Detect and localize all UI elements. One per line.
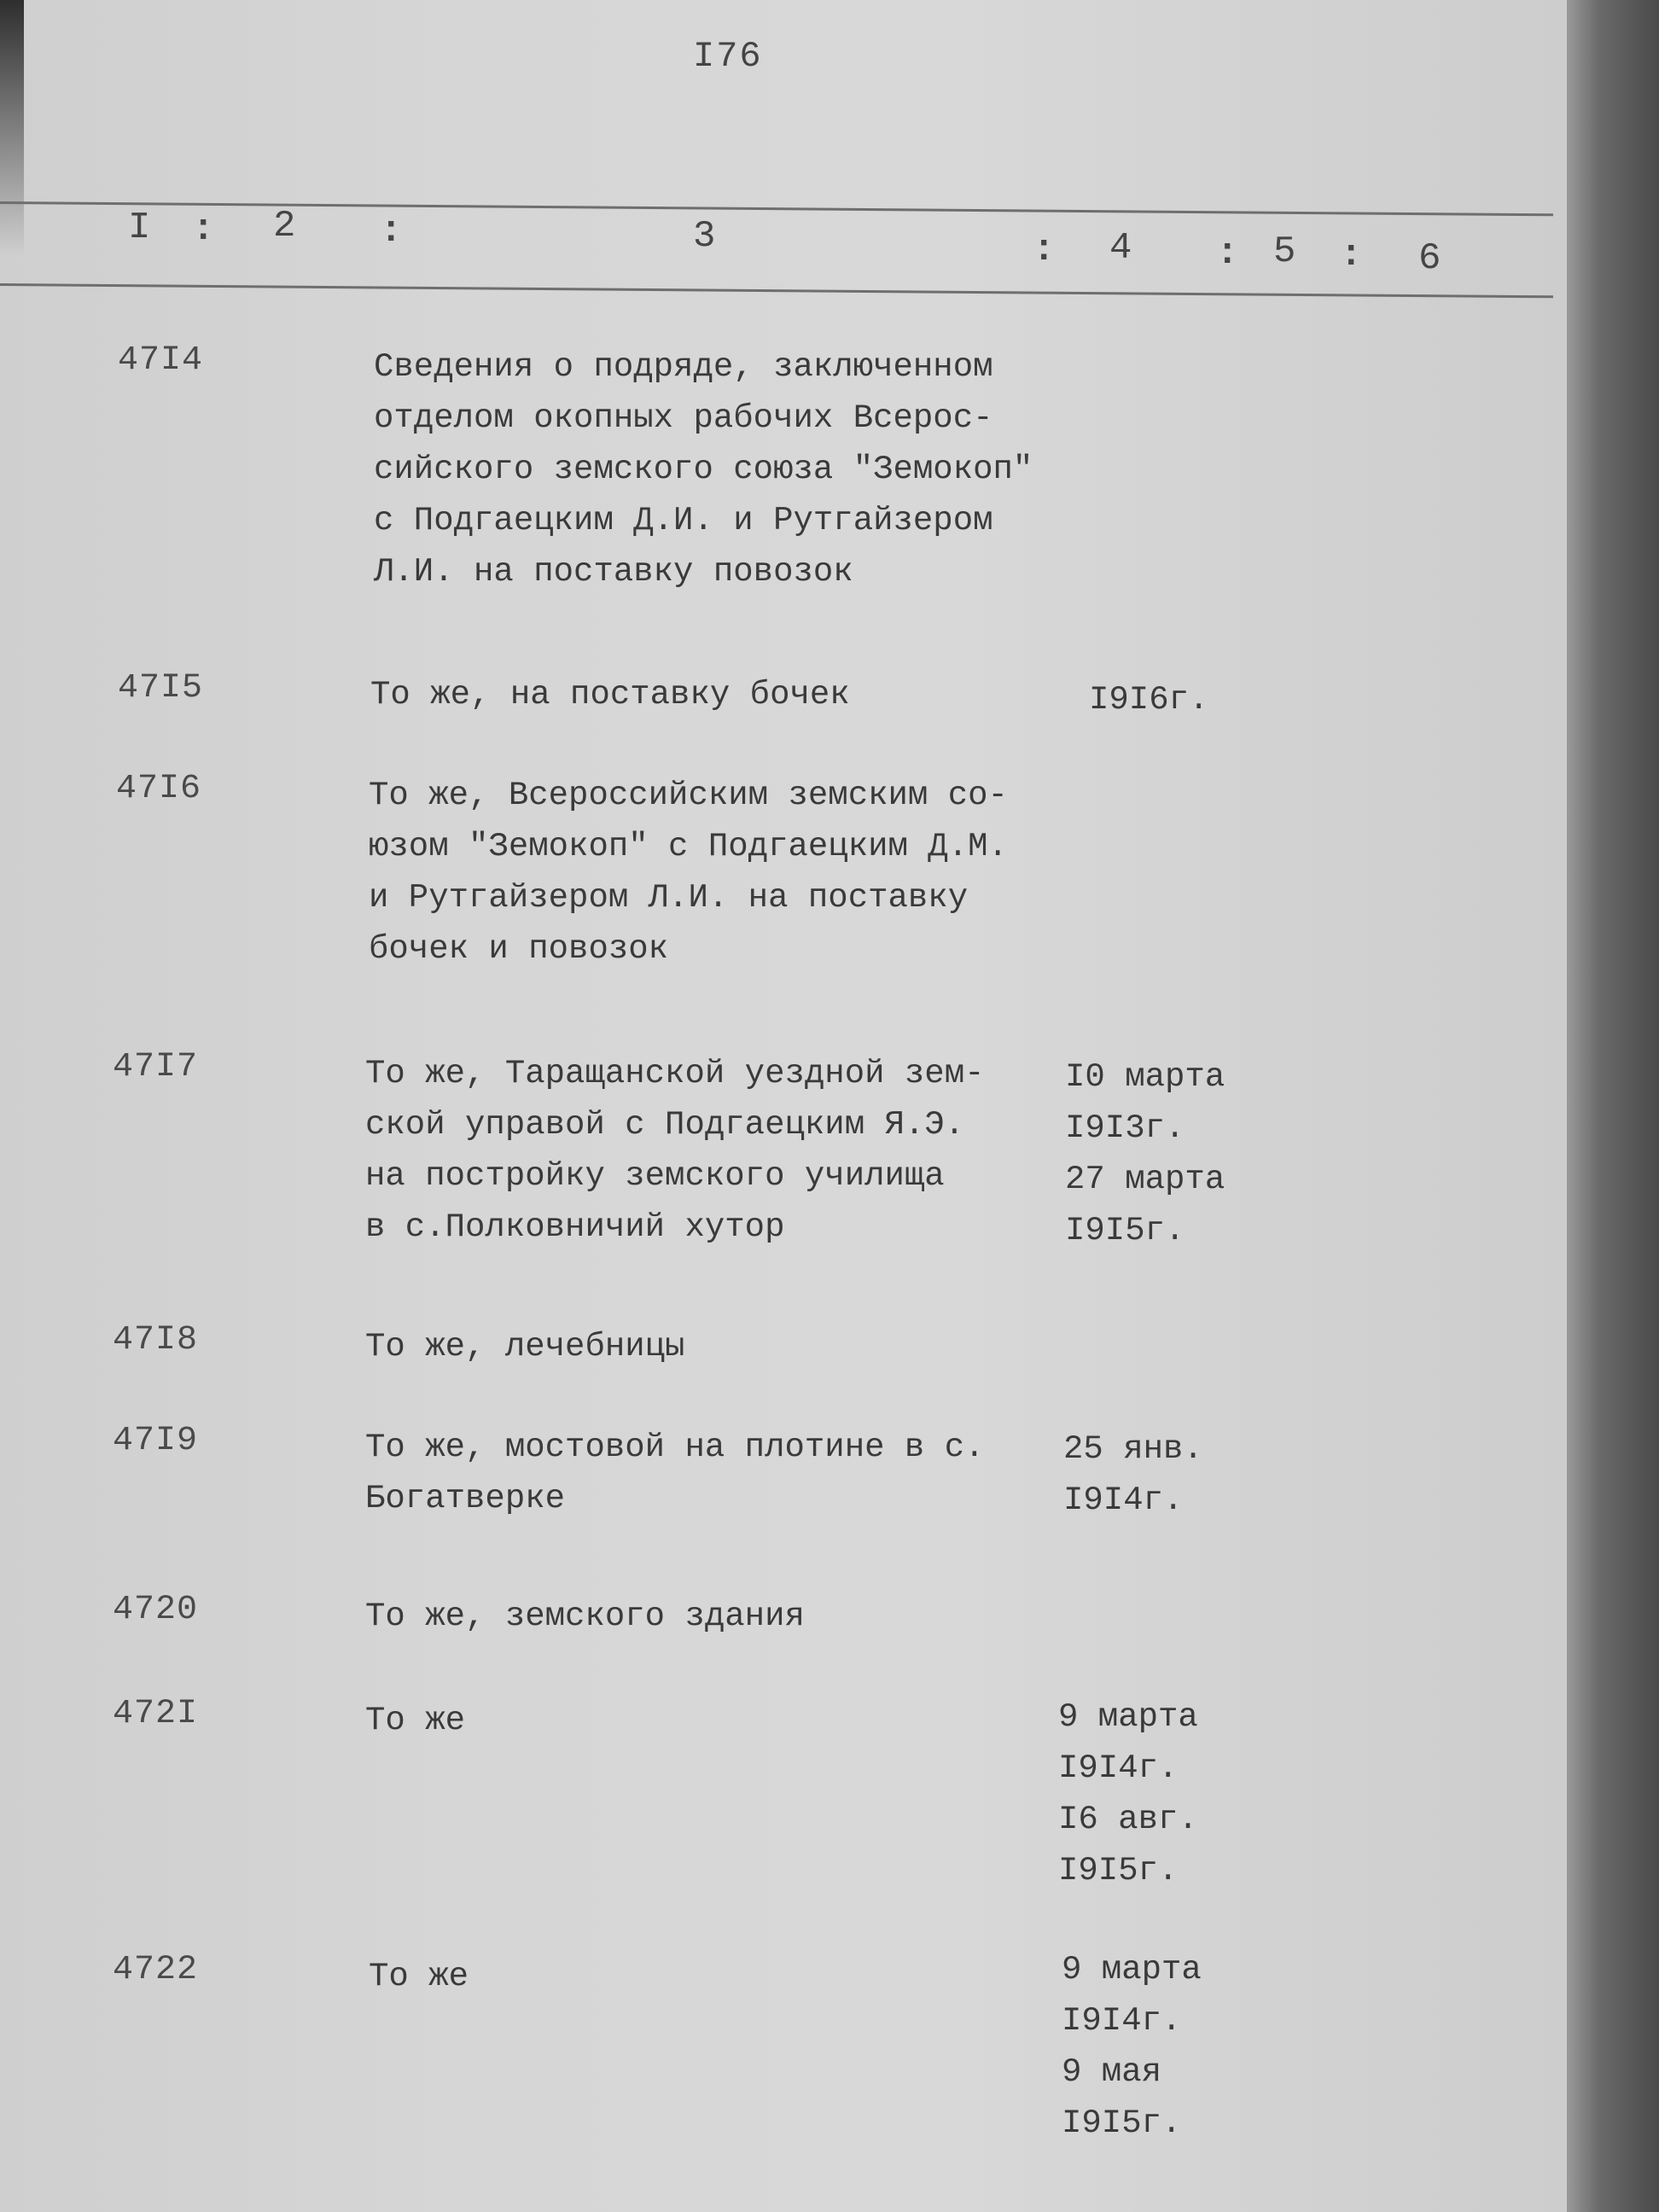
description-line: То же, на поставку бочек: [370, 676, 850, 713]
description-line: То же, лечебницы: [365, 1328, 685, 1365]
entry-description: [369, 1951, 1094, 2002]
column-separator: :: [192, 208, 215, 251]
entry-dates: [1063, 1423, 1285, 1526]
description-line: сийского земского союза "Земокоп": [374, 451, 1033, 488]
entry-description: [365, 1321, 1091, 1372]
entry-number: 472I: [113, 1695, 199, 1733]
entry-description: [365, 1695, 1091, 1746]
entry-number: 47I6: [116, 770, 202, 808]
description-line: Богатверке: [365, 1480, 566, 1517]
date-line: I9I5г.: [1058, 1852, 1179, 1889]
description-line: юзом "Земокоп" с Подгаецким Д.М.: [369, 828, 1008, 865]
entry-description: [370, 669, 1096, 720]
date-line: 9 мая: [1062, 2053, 1162, 2091]
description-line: То же: [365, 1702, 466, 1739]
date-line: 27 марта: [1065, 1161, 1225, 1198]
date-line: I0 марта: [1065, 1058, 1225, 1096]
description-line: отделом окопных рабочих Всерос-: [374, 399, 993, 437]
header-rule-bottom: [0, 283, 1553, 298]
entry-description: [374, 341, 1099, 597]
date-line: I6 авг.: [1058, 1801, 1198, 1838]
description-line: То же, мостовой на плотине в с.: [365, 1429, 985, 1466]
date-line: I9I5г.: [1065, 1212, 1185, 1249]
description-line: То же, Таращанской уездной зем-: [365, 1055, 985, 1092]
date-line: 9 марта: [1058, 1698, 1198, 1736]
date-line: I9I3г.: [1065, 1109, 1185, 1147]
description-line: То же, Всероссийским земским со-: [369, 777, 1008, 814]
entry-description: [369, 770, 1094, 975]
column-header-1: I: [128, 207, 151, 249]
column-header-4: 4: [1109, 227, 1132, 270]
page-corner-shadow: [0, 0, 24, 256]
page-number: I76: [693, 36, 763, 77]
description-line: бочек и повозок: [369, 930, 669, 968]
description-line: на постройку земского училища: [365, 1157, 945, 1195]
entry-number: 4720: [113, 1591, 199, 1629]
date-line: I9I4г.: [1063, 1481, 1184, 1519]
date-line: I9I6г.: [1089, 681, 1209, 719]
book-page-edge: [1567, 0, 1659, 2212]
date-line: 9 марта: [1062, 1951, 1202, 1988]
entry-dates: [1089, 674, 1311, 725]
description-line: Л.И. на поставку повозок: [374, 553, 853, 591]
column-header-2: 2: [273, 205, 296, 247]
entry-dates: [1065, 1051, 1287, 1256]
date-line: I9I5г.: [1062, 2104, 1182, 2142]
column-header-6: 6: [1418, 237, 1441, 280]
column-header-5: 5: [1273, 230, 1296, 273]
entry-number: 47I5: [118, 669, 204, 707]
date-line: I9I4г.: [1058, 1749, 1179, 1787]
entry-number: 47I7: [113, 1048, 199, 1086]
description-line: То же: [369, 1958, 469, 1995]
entry-dates: [1058, 1691, 1280, 1896]
header-rule-top: [0, 201, 1553, 216]
entry-description: [365, 1422, 1091, 1524]
date-line: I9I4г.: [1062, 2002, 1182, 2040]
column-separator: :: [1216, 232, 1239, 275]
description-line: ской управой с Подгаецким Я.Э.: [365, 1106, 965, 1144]
description-line: Сведения о подряде, заключенном: [374, 348, 993, 386]
description-line: То же, земского здания: [365, 1598, 805, 1635]
column-header-3: 3: [693, 215, 716, 258]
entry-description: [365, 1048, 1091, 1253]
date-line: 25 янв.: [1063, 1430, 1203, 1468]
description-line: с Подгаецким Д.И. и Рутгайзером: [374, 502, 993, 539]
description-line: и Рутгайзером Л.И. на поставку: [369, 879, 969, 917]
entry-number: 4722: [113, 1951, 199, 1989]
column-separator: :: [1033, 229, 1056, 271]
entry-description: [365, 1591, 1091, 1642]
column-separator: :: [380, 210, 403, 253]
description-line: в с.Полковничий хутор: [365, 1208, 785, 1246]
entry-number: 47I8: [113, 1321, 199, 1359]
entry-number: 47I9: [113, 1422, 199, 1460]
entry-number: 47I4: [118, 341, 204, 380]
column-separator: :: [1340, 234, 1363, 276]
entry-dates: [1062, 1944, 1284, 2149]
